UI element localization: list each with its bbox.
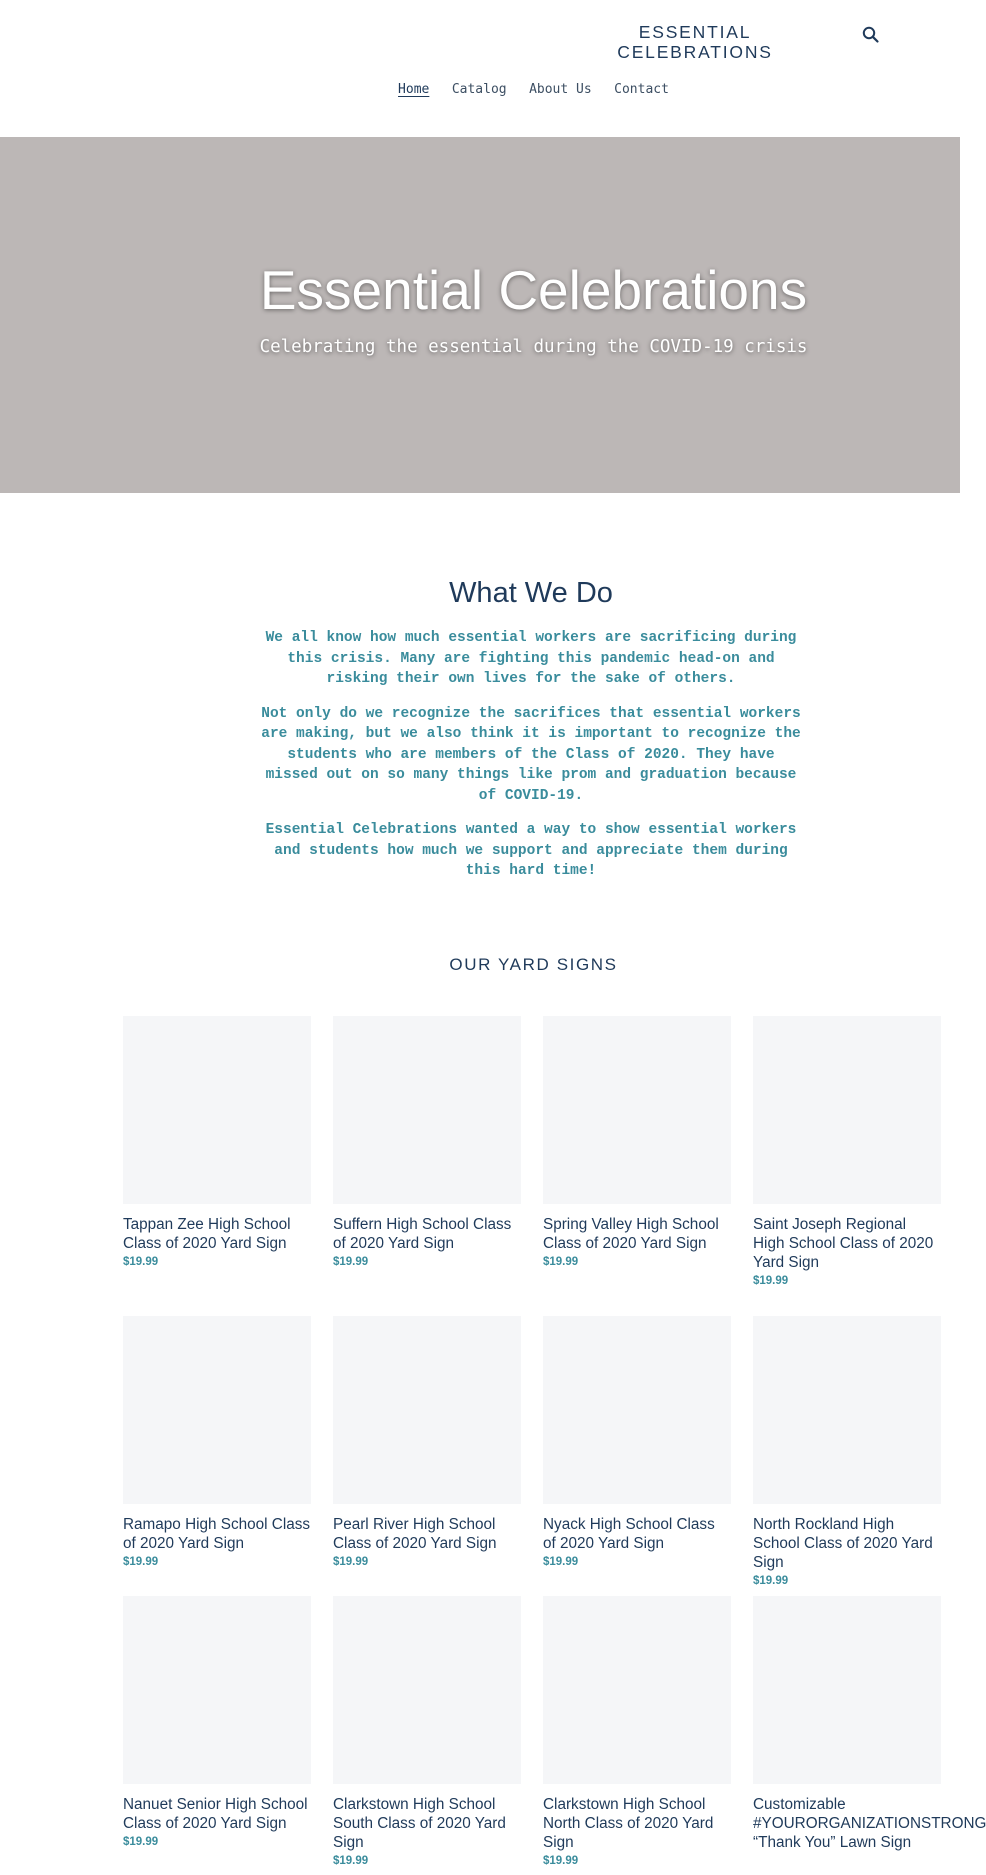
product-image[interactable] <box>753 1316 941 1504</box>
main-nav <box>0 80 960 98</box>
product-image[interactable] <box>543 1316 731 1504</box>
hero-banner <box>0 137 960 493</box>
product-card[interactable] <box>123 1316 311 1568</box>
product-image[interactable] <box>333 1316 521 1504</box>
product-card[interactable] <box>543 1016 731 1268</box>
product-title[interactable]: Clarkstown High School North Class of 2020 Yard Sign <box>543 1796 714 1851</box>
product-title[interactable]: Nyack High School Class of 2020 Yard Sign <box>543 1516 715 1552</box>
hero-subtitle: Celebrating the essential during the COVID-19 crisis <box>259 337 808 357</box>
product-price: $19.99 <box>123 1836 159 1848</box>
product-card[interactable] <box>753 1016 941 1287</box>
product-title[interactable]: Suffern High School Class of 2020 Yard Sign <box>333 1216 512 1252</box>
what-we-do-heading: What We Do <box>449 577 613 609</box>
product-image[interactable] <box>123 1316 311 1504</box>
product-image[interactable] <box>753 1596 941 1784</box>
product-title[interactable]: Spring Valley High School Class of 2020 Yard Sign <box>543 1216 719 1252</box>
product-card[interactable] <box>123 1596 311 1848</box>
product-title[interactable]: Saint Joseph Regional High School Class of 2020 Yard Sign <box>753 1216 934 1271</box>
nav-link-home[interactable]: Home <box>398 82 430 97</box>
product-title[interactable]: Pearl River High School Class of 2020 Yard Sign <box>333 1516 497 1552</box>
product-card[interactable] <box>123 1016 311 1268</box>
search-icon[interactable] <box>860 24 882 46</box>
product-title[interactable]: North Rockland High School Class of 2020 Yard Sign <box>753 1516 933 1571</box>
product-image[interactable] <box>333 1016 521 1204</box>
about-paragraph: We all know how much essential workers are sacrificing during this crisis. Many are fighting this pandemic head-on and risking their own lives for the sake of others. <box>265 630 797 687</box>
product-title[interactable]: Nanuet Senior High School Class of 2020 Yard Sign <box>123 1796 308 1832</box>
product-card[interactable] <box>333 1016 521 1268</box>
what-we-do-section <box>258 574 804 896</box>
product-image[interactable] <box>543 1596 731 1784</box>
product-card[interactable] <box>543 1596 731 1867</box>
product-title[interactable]: Clarkstown High School South Class of 2020 Yard Sign <box>333 1796 506 1851</box>
product-image[interactable] <box>543 1016 731 1204</box>
product-price: $19.99 <box>123 1556 159 1568</box>
site-logo[interactable]: ESSENTIAL CELEBRATIONS <box>617 22 773 62</box>
product-card[interactable] <box>753 1316 941 1587</box>
product-image[interactable] <box>333 1596 521 1784</box>
product-price: $19.99 <box>333 1855 369 1867</box>
yard-signs-heading: OUR YARD SIGNS <box>449 955 618 974</box>
nav-link-catalog[interactable]: Catalog <box>451 82 507 97</box>
hero-title: Essential Celebrations <box>259 259 808 321</box>
product-image[interactable] <box>753 1016 941 1204</box>
product-card[interactable] <box>333 1316 521 1568</box>
about-paragraph: Essential Celebrations wanted a way to show essential workers and students how much we support and appreciate them during this hard time! <box>265 822 797 879</box>
site-header <box>0 0 960 137</box>
product-title[interactable]: Tappan Zee High School Class of 2020 Yard Sign <box>123 1216 291 1252</box>
product-price: $19.99 <box>333 1556 369 1568</box>
product-price: $19.99 <box>333 1256 369 1268</box>
product-price: $19.99 <box>543 1256 579 1268</box>
nav-link-contact[interactable]: Contact <box>614 82 669 97</box>
product-card[interactable] <box>333 1596 521 1867</box>
product-card[interactable] <box>753 1596 986 1852</box>
product-card[interactable] <box>543 1316 731 1568</box>
product-price: $19.99 <box>123 1256 159 1268</box>
product-title[interactable]: Ramapo High School Class of 2020 Yard Sign <box>123 1516 311 1552</box>
product-price: $19.99 <box>543 1855 579 1867</box>
product-image[interactable] <box>123 1596 311 1784</box>
product-price: $19.99 <box>753 1275 789 1287</box>
nav-link-about-us[interactable]: About Us <box>529 82 592 97</box>
product-price: $19.99 <box>753 1575 789 1587</box>
product-image[interactable] <box>123 1016 311 1204</box>
about-paragraph: Not only do we recognize the sacrifices that essential workers are making, but we also think it is important to recognize the students who are members of the Class of 2020. They have missed out on so many things like prom and graduation because of COVID-19. <box>261 705 801 804</box>
product-title[interactable]: Customizable #YOURORGANIZATIONSTRONG “Thank You” Lawn Sign <box>753 1796 986 1851</box>
product-price: $19.99 <box>543 1556 579 1568</box>
